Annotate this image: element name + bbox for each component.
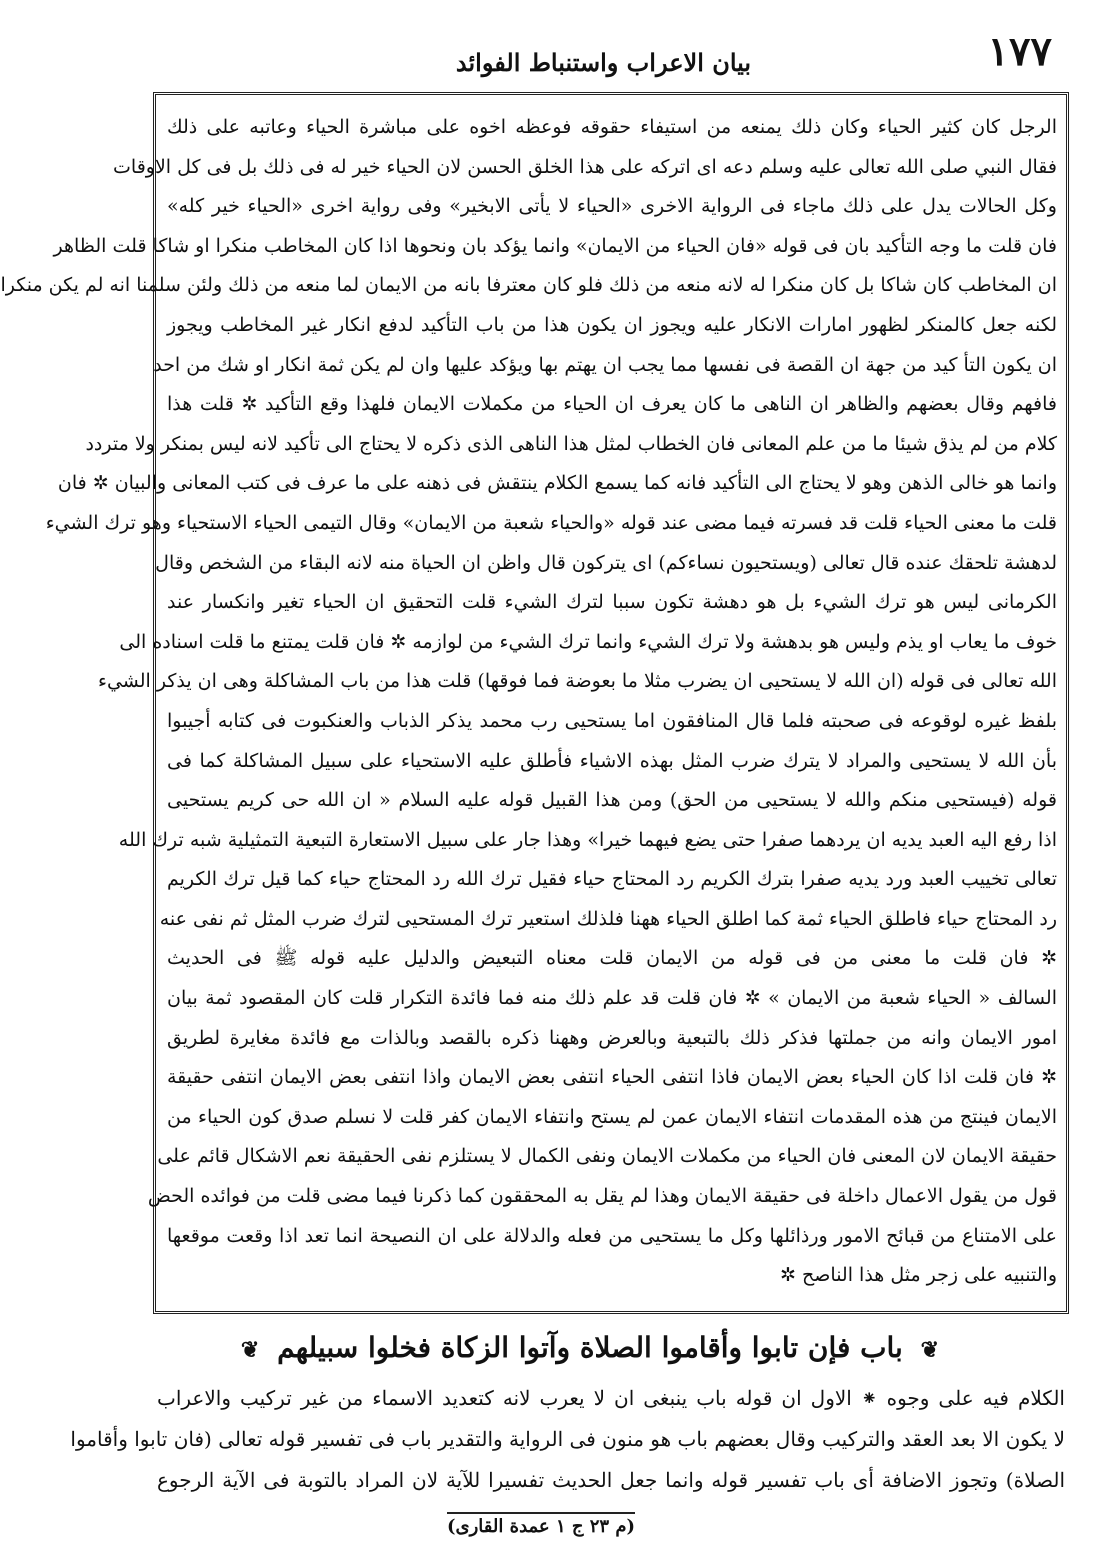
text-line: ✲ فان قلت اذا كان الحياء بعض الايمان فاذا انتفى الحياء انتفى بعض الايمان واذا انتفى بعض الايمان انتفى حقيقة [167, 1066, 1057, 1089]
text-line: كلام من لم يذق شيئا ما من علم المعانى فان الخطاب لمثل هذا الناهى الذى ذكره لا يحتاج الى تأكيد لانه ليس بمنكر ولا متردد [85, 432, 1057, 455]
text-line: الرجل كان كثير الحياء وكان ذلك يمنعه من استيفاء حقوقه فوعظه اخوه على مباشرة الحياء وعاتبه على ذلك [167, 116, 1057, 138]
text-line: قلت ما معنى الحياء قلت قد فسرته فيما مضى عند قوله «والحياء شعبة من الايمان» وقال التيمى الحياء الاستحياء وهو ترك الشيء [45, 511, 1057, 534]
text-line: وانما هو خالى الذهن وهو لا يحتاج الى التأكيد فانه كما يسمع الكلام ينتقش فى ذهنه على ما عرف فى كتب المعانى والبيان ✲ فان [57, 472, 1057, 495]
text-line: تعالى تخييب العبد ورد يديه صفرا بترك الكريم رد المحتاج حياء فقيل ترك الله رد المحتاج حياء كما قيل ترك الكريم [167, 868, 1057, 891]
text-line: لدهشة تلحقك عنده قال تعالى (ويستحيون نساءكم) اى يتركون قال واظن ان الحياة منه لانه البقاء من الشخص وقال [155, 551, 1057, 574]
text-line: الله تعالى فى قوله (ان الله لا يستحيى ان يضرب مثلا ما بعوضة فما فوقها) قلت هذا من باب المشاكلة وهى ان يذكر الشيء [98, 670, 1057, 693]
text-line: فقال النبي صلى الله تعالى عليه وسلم دعه اى اتركه على هذا الخلق الحسن لان الحياء خير له فى ذلك بل فى كل الاوقات [113, 155, 1057, 178]
text-line: على الامتناع من قبائح الامور ورذائلها وكل ما يستحيى من فعله والدلالة على ان النصيحة انما تعد اذا وقعت موقعها [167, 1224, 1057, 1247]
text-line: وكل الحالات يدل على ذلك ماجاء فى الرواية الاخرى «الحياء لا يأتى الابخير» وفى رواية اخرى «الحياء خير كله» [167, 195, 1057, 218]
text-line: خوف ما يعاب او يذم وليس هو بدهشة ولا ترك الشيء وانما ترك الشيء من لوازمه ✲ فان قلت يمتنع ما قلت اسناده الى [119, 630, 1057, 653]
text-line: والتنبيه على زجر مثل هذا الناصح ✲ [780, 1264, 1057, 1287]
text-line: لكنه جعل كالمنكر لظهور امارات الانكار عليه ويجوز ان يكون هذا من باب التأكيد لدفع انكار غير المخاطب ويجوز [167, 313, 1057, 336]
chapter-title: باب فإن تابوا وأقاموا الصلاة وآتوا الزكاة فخلوا سبيلهم [277, 1331, 903, 1364]
running-title: بيان الاعراب واستنباط الفوائد [455, 48, 752, 77]
text-line: الصلاة) وتجوز الاضافة أى باب تفسير قوله وانما جعل الحديث تفسيرا للآية لان المراد بالتوبة فى الآية الرجوع [157, 1468, 1065, 1492]
text-line: اذا رفع اليه العبد يديه ان يردهما صفرا حتى يضع فيهما خيرا» وهذا جار على سبيل الاستعارة التبعية التمثيلية شبه ترك الله [118, 828, 1057, 851]
chapter-heading [240, 1320, 947, 1376]
ornament-icon: ❦ [240, 1337, 260, 1363]
text-line: لا يكون الا بعد العقد والتركيب وقال بعضهم باب هو منون فى الرواية والتقدير باب فى تفسير قوله تعالى (فان تابوا وأقاموا [70, 1427, 1065, 1451]
text-line: السالف « الحياء شعبة من الايمان » ✲ فان قلت قد علم ذلك منه فما فائدة التكرار قلت كان المقصود ثمة بيان [167, 987, 1057, 1010]
text-line: ان يكون التأ كيد من جهة ان القصة فى نفسها مما يجب ان يهتم بها ويؤكد عليها وان لم يكن ثمة انكار او شك من احد [153, 353, 1057, 376]
text-line: ✲ فان قلت ما معنى من فى قوله من الايمان قلت معناه التبعيض والدليل عليه قوله ﷺ فى الحديث [167, 947, 1057, 970]
ornament-icon: ❦ [920, 1337, 939, 1363]
footer-signature: (م ٢٣ ج ١ عمدة القارى) [447, 1512, 635, 1537]
text-line: قول من يقول الاعمال داخلة فى حقيقة الايمان وهذا لم يقل به المحققون كما ذكرنا فيما مضى قلت من فوائده الحض [147, 1185, 1057, 1208]
text-line: حقيقة الايمان لان المعنى فان الحياء من مكملات الايمان ونفى الكمال لا يستلزم نفى الحقيقة نعم الاشكال قائم على [157, 1145, 1057, 1168]
page-header [127, 28, 1080, 88]
commentary-text [0, 108, 1057, 1308]
text-line: امور الايمان وانه من جملتها فذكر ذلك بالتبعية وبالعرض وههنا ذكره بالقصد وبالذات مع فائدة مغايرة لطريق [167, 1026, 1057, 1049]
text-line: بلفظ غيره لوقوعه فى صحبته فلما قال المنافقون اما يستحيى رب محمد يذكر الذباب والعنكبوت فى كتابه أجيبوا [167, 709, 1057, 732]
text-line: ان المخاطب كان شاكا بل كان منكرا له لانه منعه من ذلك فلو كان معترفا بانه من الايمان لما منعه من ذلك ولئن سلمنا انه لم يكن منكرا [0, 274, 1057, 297]
text-line: الايمان فينتج من هذه المقدمات انتفاء الايمان عمن لم يستح وانتفاء الايمان كفر قلت لا نسلم صدق كون الحياء من [167, 1105, 1057, 1128]
text-line: بأن الله لا يستحيى والمراد لا يترك ضرب المثل بهذه الاشياء فأطلق عليه الاستحياء على سبيل المشاكلة كما فى [167, 749, 1057, 772]
text-line: قوله (فيستحيى منكم والله لا يستحيى من الحق) ومن هذا القبيل قوله عليه السلام « ان الله حى كريم يستحيى [167, 789, 1057, 812]
text-line: الكلام فيه على وجوه ⁕ الاول ان قوله باب ينبغى ان لا يعرب لانه كتعديد الاسماء من غير تركيب والاعراب [157, 1386, 1065, 1410]
page-number: ١٧٧ [987, 28, 1052, 75]
chapter-body [70, 1378, 1065, 1501]
text-line: الكرمانى ليس هو ترك الشيء بل هو دهشة تكون سببا لترك الشيء قلت التحقيق ان الحياء تغير وانكسار عند [167, 591, 1057, 614]
text-line: فان قلت ما وجه التأكيد بان فى قوله «فان الحياء من الايمان» وانما يؤكد بان ونحوها اذا كان المخاطب منكرا او شاكا قلت الظاهر [53, 234, 1057, 257]
text-line: رد المحتاج حياء فاطلق الحياء ثمة كما اطلق الحياء ههنا فلذلك استعير ترك المستحيى لترك ضرب المثل ثم نفى عنه [159, 907, 1057, 930]
text-line: فافهم وقال بعضهم والظاهر ان الناهى ما كان يعرف ان الحياء من مكملات الايمان فلهذا وقع التأكيد ✲ قلت هذا [167, 393, 1057, 416]
